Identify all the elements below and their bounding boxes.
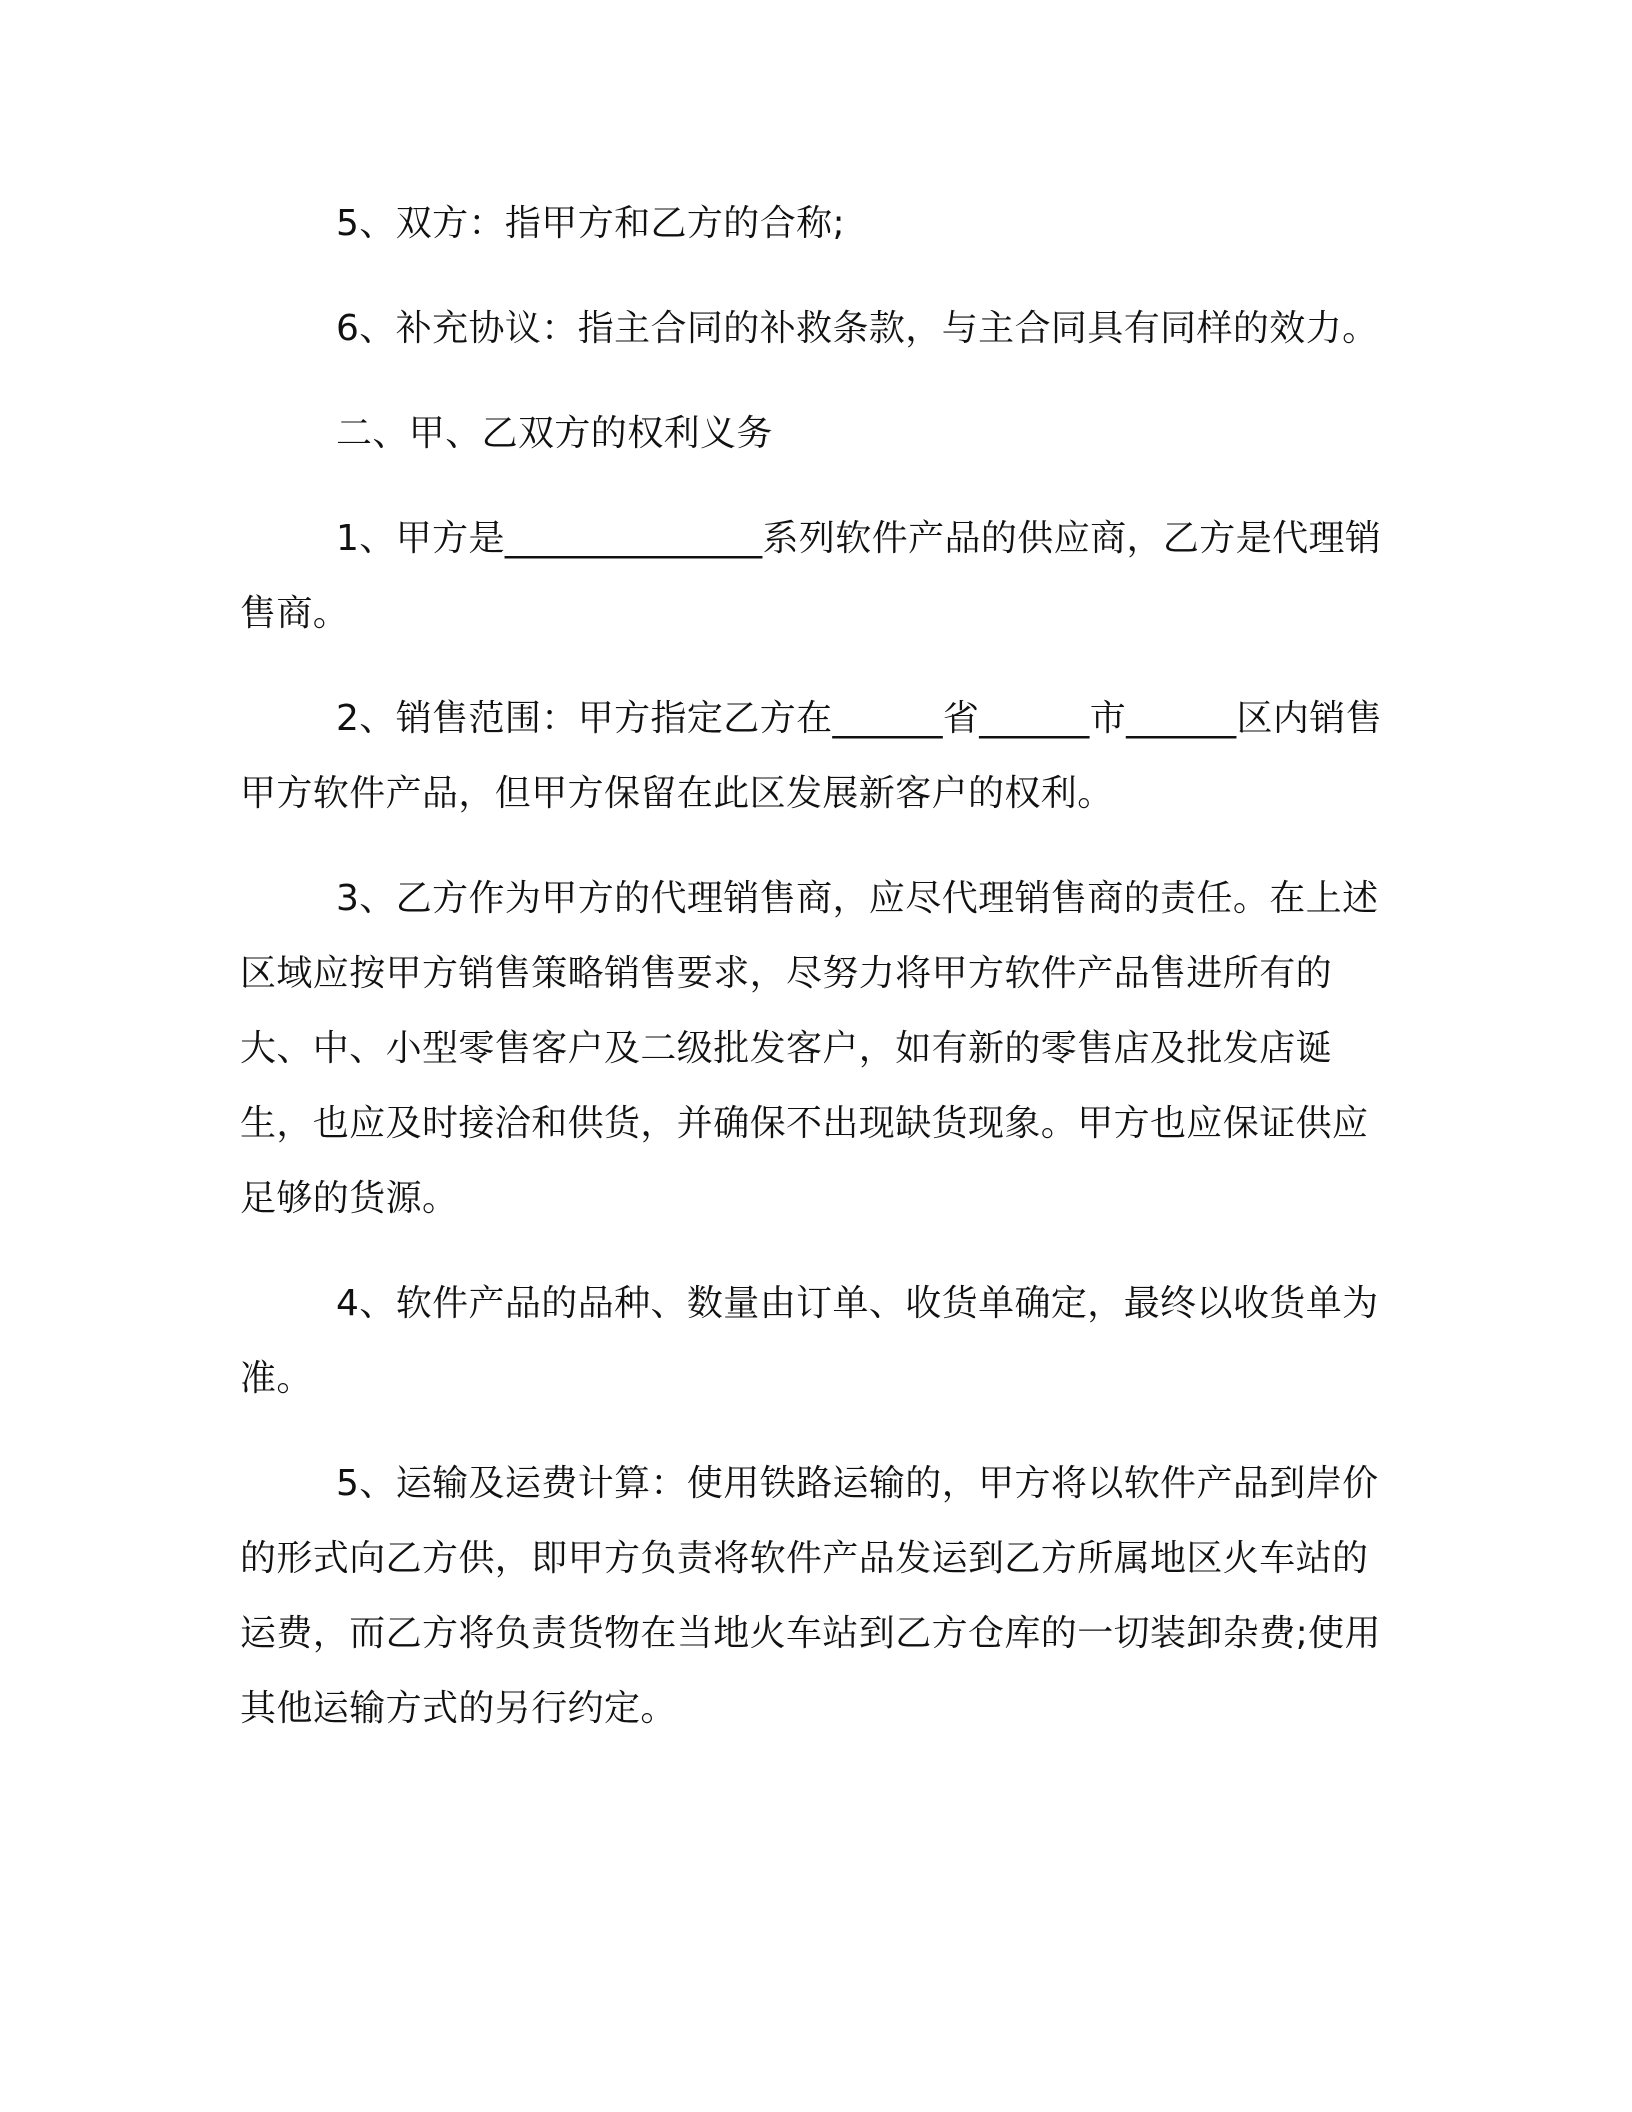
section-heading-rights-obligations: 二、甲、乙双方的权利义务 [336,413,773,454]
clause-4-product-quantity: 4、软件产品的品种、数量由订单、收货单确定，最终以收货单为准。 [240,1283,1379,1399]
clause-2-sales-scope: 2、销售范围：甲方指定乙方在______省______市______区内销售甲方软件产品，但甲方保留在此区发展新客户的权利。 [240,698,1383,814]
clause-5-transport-fees: 5、运输及运费计算：使用铁路运输的，甲方将以软件产品到岸价的形式向乙方供，即甲方负责将软件产品发运到乙方所属地区火车站的运费，而乙方将负责货物在当地火车站到乙方仓库的一切装卸杂费;使用其他运输方式的另行约定。 [240,1463,1381,1729]
clause-5-definition-parties: 5、双方：指甲方和乙方的合称; [336,203,846,244]
document-body [240,186,1392,1776]
clause-6-definition-supplement: 6、补充协议：指主合同的补救条款，与主合同具有同样的效力。 [336,308,1379,349]
clause-3-agent-duties: 3、乙方作为甲方的代理销售商，应尽代理销售商的责任。在上述区域应按甲方销售策略销售要求，尽努力将甲方软件产品售进所有的大、中、小型零售客户及二级批发客户，如有新的零售店及批发店诞生，也应及时接洽和供货，并确保不出现缺货现象。甲方也应保证供应足够的货源。 [240,878,1379,1219]
clause-1-supplier: 1、甲方是______________系列软件产品的供应商，乙方是代理销售商。 [240,518,1382,634]
